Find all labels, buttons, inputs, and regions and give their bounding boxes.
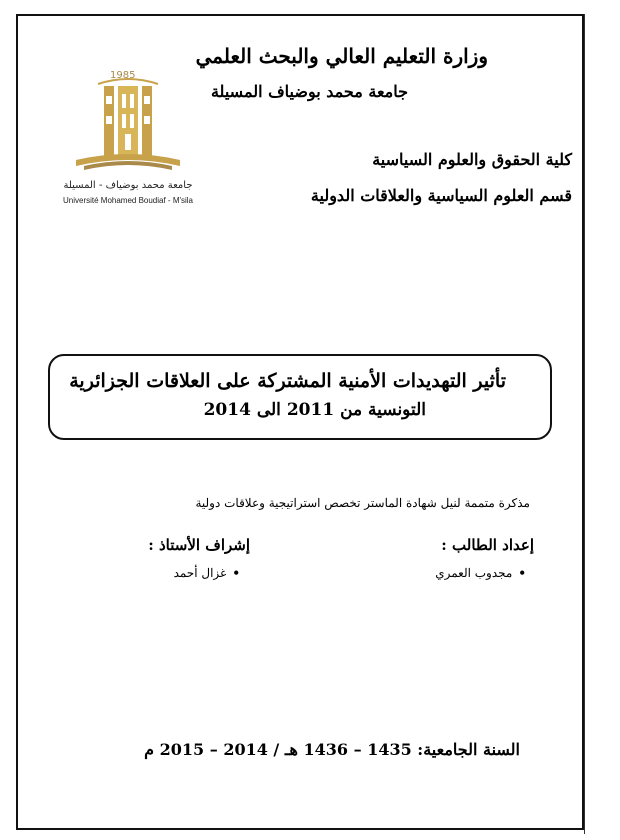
faculty-name: كلية الحقوق والعلوم السياسية xyxy=(372,150,572,169)
academic-year: السنة الجامعية: 1435 – 1436 هـ / 2014 – 2015 م xyxy=(144,740,520,759)
university-logo xyxy=(48,68,208,216)
department-name: قسم العلوم السياسية والعلاقات الدولية xyxy=(310,186,572,205)
thesis-title-box xyxy=(48,354,552,440)
supervised-by-label: إشراف الأستاذ : xyxy=(148,536,250,554)
memo-description: مذكرة متممة لنيل شهادة الماستر تخصص استراتيجية وعلاقات دولية xyxy=(195,496,530,510)
thesis-title-line-2: التونسية من 2011 الى 2014 xyxy=(203,400,426,420)
logo-year: 1985 xyxy=(110,70,136,81)
logo-emblem-icon xyxy=(48,68,208,178)
thesis-title-line-1: تأثير التهديدات الأمنية المشتركة على العلاقات الجزائرية xyxy=(69,370,506,392)
university-name: جامعة محمد بوضياف المسيلة xyxy=(210,82,408,101)
prepared-by-label: إعداد الطالب : xyxy=(441,536,534,554)
student-name: مجدوب العمري xyxy=(435,566,513,580)
supervisor-name-item xyxy=(174,566,240,580)
bullet-icon: • xyxy=(232,566,240,580)
supervisor-name: غزال أحمد xyxy=(173,566,227,580)
logo-name-french: Université Mohamed Boudiaf - M'sila xyxy=(62,196,194,205)
bullet-icon: • xyxy=(518,566,526,580)
logo-name-arabic: جامعة محمد بوضياف - المسيلة xyxy=(63,180,193,191)
student-name-item xyxy=(435,566,526,580)
ministry-title: وزارة التعليم العالي والبحث العلمي xyxy=(195,44,488,68)
page-border-shadow xyxy=(584,14,595,834)
